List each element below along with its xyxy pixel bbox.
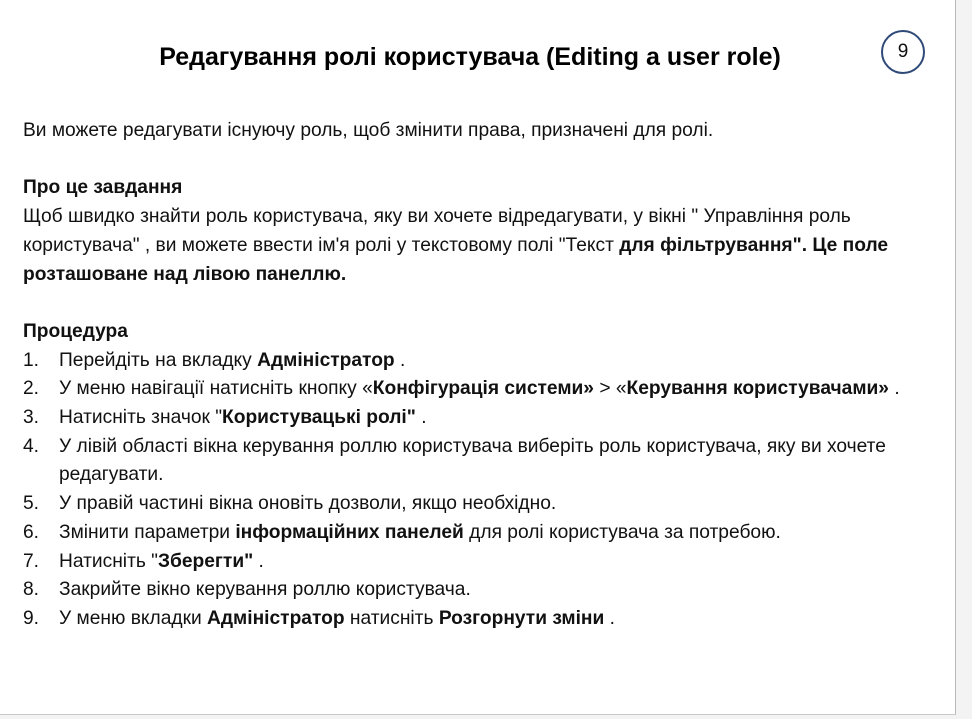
step-text: . — [888, 378, 900, 400]
step-bold-text: Конфігурація системи» — [372, 378, 594, 400]
step-number: 1. — [23, 349, 40, 371]
step-text: Перейдіть на вкладку — [59, 349, 258, 371]
step-text: У меню вкладки — [59, 607, 208, 629]
step-number: 5. — [23, 493, 40, 515]
step-text: Змінити параметри — [59, 521, 236, 543]
step-text: . — [394, 349, 406, 371]
step-number: 3. — [23, 407, 40, 428]
paragraph-gap — [23, 289, 923, 318]
step-text: Закрийте вікно керування роллю користувача. — [59, 579, 471, 601]
procedure-heading: Процедура — [23, 320, 128, 342]
page-right-margin — [956, 0, 972, 719]
slide-body — [23, 117, 923, 634]
procedure-step-8 — [23, 576, 923, 605]
step-text: Натисніть " — [59, 550, 158, 572]
page-number-badge — [881, 30, 925, 74]
procedure-step-2 — [23, 375, 923, 404]
step-number: 4. — [23, 435, 40, 457]
step-bold-text: Адміністратор — [257, 349, 395, 371]
step-bold-text: Адміністратор — [207, 607, 345, 629]
step-text: У лівій області вікна керування роллю користувача виберіть роль користувача, яку ви хочете редагувати. — [59, 435, 886, 486]
step-bold-text: Керування користувачами» — [626, 378, 889, 400]
step-bold-text: Зберегти" — [158, 550, 254, 572]
procedure-step-9 — [23, 605, 923, 634]
procedure-steps-list — [23, 347, 923, 634]
step-text: . — [604, 607, 615, 629]
step-text: . — [415, 407, 427, 428]
step-text: Натисніть значок " — [59, 407, 223, 428]
step-number: 8. — [23, 579, 40, 601]
step-text: > « — [593, 378, 627, 400]
about-bold-filter-text: для фільтрування — [619, 234, 793, 256]
intro-paragraph: Ви можете редагувати існуючу роль, щоб змінити права, призначені для ролі. — [23, 120, 714, 141]
step-text: У меню навігації натисніть кнопку « — [59, 378, 373, 400]
step-bold-text: Розгорнути зміни — [438, 607, 605, 629]
step-number: 2. — [23, 378, 40, 400]
step-number: 6. — [23, 521, 40, 543]
step-text: . — [253, 550, 264, 572]
procedure-step-3 — [23, 404, 923, 433]
step-number: 7. — [23, 550, 40, 572]
paragraph-gap — [23, 146, 923, 175]
step-bold-text: інформаційних панелей — [235, 521, 464, 543]
page-number: 9 — [897, 41, 909, 62]
procedure-step-4 — [23, 433, 923, 490]
procedure-step-6 — [23, 519, 923, 548]
step-number: 9. — [23, 607, 40, 629]
procedure-step-1 — [23, 347, 923, 376]
about-text-2: ". Це поле розташоване над лівою панеллю. — [23, 234, 889, 285]
slide-title: Редагування ролі користувача (Editing a user role) — [159, 43, 781, 71]
page-bottom-edge — [0, 714, 956, 719]
about-paragraph — [23, 203, 923, 289]
step-text: У правій частині вікна оновіть дозволи, якщо необхідно. — [59, 493, 557, 515]
about-text-1: Щоб швидко знайти роль користувача, яку ви хочете відредагувати, у вікні " Управління роль користувача" , ви можете ввести ім'я ролі у текстовому полі "Текст — [23, 206, 851, 256]
about-heading: Про це завдання — [23, 177, 183, 199]
step-text: натисніть — [344, 607, 439, 629]
step-text: для ролі користувача за потребою. — [463, 521, 781, 543]
step-bold-text: Користувацькі ролі" — [222, 407, 416, 428]
procedure-step-7 — [23, 548, 923, 577]
procedure-step-5 — [23, 490, 923, 519]
